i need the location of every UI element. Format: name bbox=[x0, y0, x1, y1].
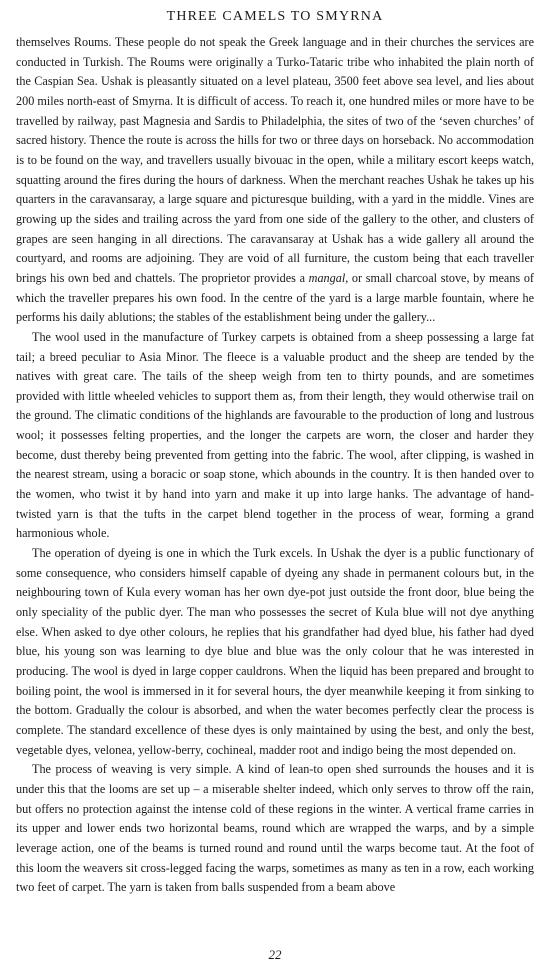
paragraph-2: The wool used in the manufacture of Turkey carpets is obtained from a sheep possessing a large fat tail; a breed peculiar to Asia Minor. The fleece is a valuable product and the sheep are tended by the natives with great care. The tails of the sheep weigh from ten to thirty pounds, and are sometimes provided with little wheeled vehicles to support them as, from their length, they would otherwise trail on the ground. The climatic conditions of the highlands are favourable to the production of long and lustrous wool; it possesses felting properties, and the longer the carpets are worn, the closer and harder they become, dust thereby being prevented from getting into the fabric. The wool, after clipping, is washed in the nearest stream, using a boracic or soap stone, which abounds in the country. It is then handed over to the women, who twist it by hand into yarn and make it up into large hanks. The advantage of hand-twisted yarn is that the tufts in the carpet blend together in the process of wear, forming a grand harmonious whole. bbox=[16, 329, 534, 541]
paragraph-1-text-b: , or small charcoal stove, by means of which the traveller prepares his own food. In the centre of the yard is a large marble fountain, where he performs his daily ablutions; the stables of the establishment being under the gallery... bbox=[16, 270, 534, 325]
body-text bbox=[16, 33, 534, 898]
italic-term-mangal: mangal bbox=[308, 270, 346, 285]
paragraph-1-text-a: themselves Roums. These people do not speak the Greek language and in their churches the services are conducted in Turkish. The Roums were originally a Turko-Tataric tribe who inhabited the plain north of the Caspian Sea. Ushak is pleasantly situated on a level plateau, 3500 feet above sea level, and lies about 200 miles north-east of Smyrna. It is difficult of access. To reach it, one hundred miles or more have to be travelled by railway, past Magnesia and Sardis to Philadelphia, the sites of two of the ‘seven churches’ of sacred history. Thence the route is across the hills for two or three days on horseback. No accommodation is to be found on the way, and travellers usually bivouac in the open, while a military escort keeps watch, squatting around the fires during the hours of darkness. When the merchant reaches Ushak he takes up his quarters in the caravansaray, a large square and picturesque building, with a yard in the middle. Vines are growing up the sides and trailing across the yard from one side of the gallery to the other, and clusters of grapes are seen hanging in all directions. The caravansaray at Ushak has a wide gallery all around the courtyard, and rooms are adjoining. They are void of all furniture, the custom being that each traveller brings his own bed and chattels. The proprietor provides a bbox=[16, 35, 534, 285]
paragraph-1 bbox=[16, 33, 534, 328]
page-number: 22 bbox=[268, 947, 282, 962]
running-head: THREE CAMELS TO SMYRNA bbox=[166, 9, 384, 24]
paragraph-3: The operation of dyeing is one in which the Turk excels. In Ushak the dyer is a public functionary of some consequence, who considers himself capable of dyeing any shade in permanent colours but, in the neighbouring town of Kula every woman has her own dye-pot just outside the front door, blue being the only speciality of the public dyer. The man who possesses the secret of Kula blue will not dye anything else. When asked to dye other colours, he replies that his grandfather had dyed blue, his father had dyed blue, his young son was learning to dye blue and blue was the only colour that he was interested in producing. The wool is dyed in large copper cauldrons. When the liquid has been prepared and brought to boiling point, the wool is immersed in it for several hours, the dyer meanwhile keeping it from sinking to the bottom. Gradually the colour is absorbed, and when the water becomes perfectly clear the process is complete. The standard excellence of these dyes is only maintained by using the best, and only the best, vegetable dyes, velonea, yellow-berry, cochineal, madder root and indigo being the most depended on. bbox=[16, 546, 534, 757]
paragraph-4: The process of weaving is very simple. A kind of lean-to open shed surrounds the houses and it is under this that the looms are set up – a miserable shelter indeed, which only serves to throw off the rain, but offers no protection against the intense cold of these regions in the winter. A vertical frame carries in its upper and lower ends two horizontal beams, round which are wrapped the warps, and by a simple leverage action, one of the beams is turned round and round until the warps become taut. At the foot of this loom the weavers sit cross-legged facing the warps, sometimes as many as ten in a row, each working two feet of carpet. The yarn is taken from balls suspended from a beam above bbox=[16, 762, 534, 895]
